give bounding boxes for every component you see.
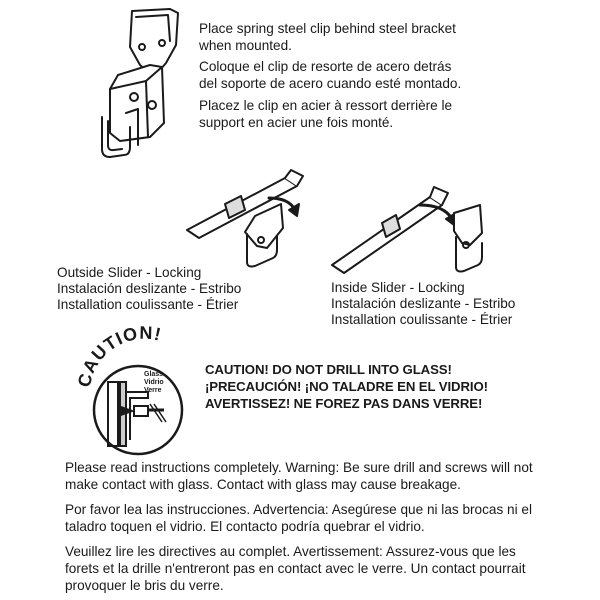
- inside-slider-fr: Installation coulissante - Étrier: [331, 312, 513, 327]
- inside-slider-illustration: [330, 175, 530, 285]
- instructions-en: Please read instructions completely. Warning: Be sure drill and screws will not make contact with glass. Contact with glass may cause breakage.: [65, 460, 533, 492]
- glass-label-es: Vidrio: [144, 379, 164, 386]
- outside-slider-fr: Installation coulissante - Étrier: [57, 297, 239, 312]
- clip-instruction-en: Place spring steel clip behind steel bracket when mounted.: [199, 21, 456, 53]
- clip-instruction-fr: Placez le clip en acier à ressort derrière le support en acier une fois monté.: [199, 98, 453, 130]
- clip-instruction-es: Coloque el clip de resorte de acero detrás del soporte de acero cuando esté montado.: [199, 59, 462, 91]
- instructions-es: Por favor lea las instrucciones. Advertencia: Asegúrese que ni las brocas ni el taladro toquen el vidrio. El contacto podría quebrar el vidrio.: [65, 502, 532, 534]
- caution-badge-text: CAUTION!: [73, 322, 164, 389]
- glass-label-en: Glass: [144, 371, 164, 378]
- caution-heading-fr: AVERTISSEZ! NE FOREZ PAS DANS VERRE!: [205, 396, 483, 411]
- caution-heading-en: CAUTION! DO NOT DRILL INTO GLASS!: [205, 362, 452, 377]
- outside-slider-en: Outside Slider - Locking: [57, 265, 202, 280]
- caution-badge-icon: [73, 322, 208, 456]
- outside-slider-es: Instalación deslizante - Estribo: [57, 281, 242, 296]
- instructions-fr: Veuillez lire les directives au complet. Avertissement: Assurez-vous que les forets et la drille n'entreront pas en contact avec le verre. Un contact pourrait provoquer le bris du verre.: [65, 544, 526, 593]
- inside-slider-es: Instalación deslizante - Estribo: [331, 296, 516, 311]
- inside-slider-en: Inside Slider - Locking: [331, 280, 465, 295]
- glass-label-fr: Verre: [144, 387, 162, 394]
- caution-heading-es: ¡PRECAUCIÓN! ¡NO TALADRE EN EL VIDRIO!: [205, 379, 488, 394]
